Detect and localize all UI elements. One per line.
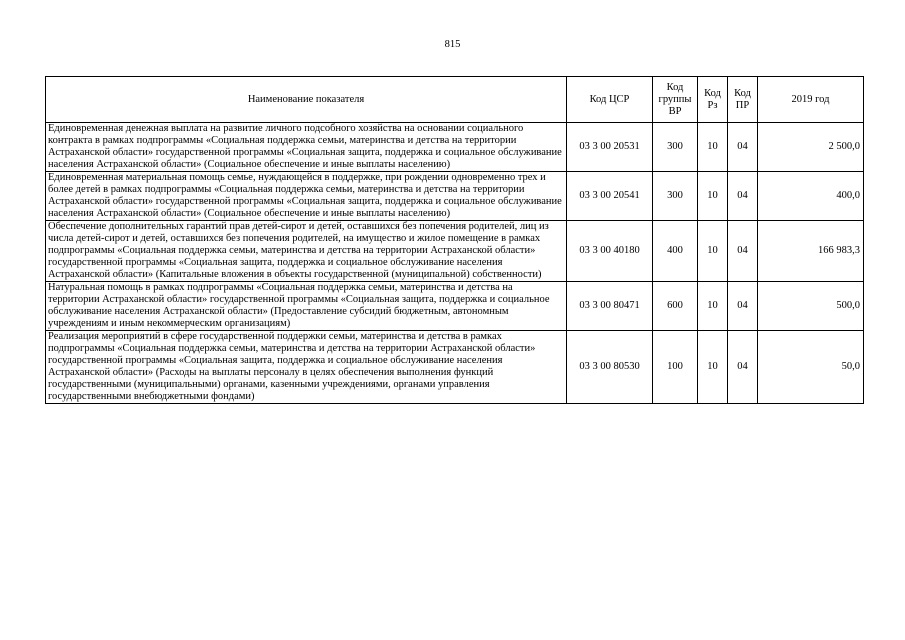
row-name: Обеспечение дополнительных гарантий прав детей-сирот и детей, оставшихся без попечения родителей, лиц из числа детей-сирот и детей, оставшихся без попечения родителей, на имущество и жилое помещение в рамках подпрограммы «Социальная поддержка семьи, материнства и детства на территории Астраханской области» государственной программы «Социальная защита, поддержка и социальное обслуживание населения Астраханской области» (Капитальные вложения в объекты государственной (муниципальной) собственности) <box>46 221 567 282</box>
header-name: Наименование показателя <box>46 77 567 123</box>
row-rz: 10 <box>698 282 728 331</box>
header-year: 2019 год <box>758 77 864 123</box>
table-header-row <box>46 77 864 123</box>
row-vr: 400 <box>653 221 698 282</box>
row-pr: 04 <box>728 282 758 331</box>
row-pr: 04 <box>728 331 758 404</box>
header-rz: Код Рз <box>698 77 728 123</box>
row-name: Натуральная помощь в рамках подпрограммы «Социальная поддержка семьи, материнства и детства на территории Астраханской области» государственной программы «Социальная защита, поддержка и социальное обслуживание населения Астраханской области» (Предоставление субсидий бюджетным, автономным учреждениям и иным некоммерческим организациям) <box>46 282 567 331</box>
header-pr: Код ПР <box>728 77 758 123</box>
row-pr: 04 <box>728 172 758 221</box>
table-row <box>46 282 864 331</box>
table-row <box>46 331 864 404</box>
row-amount: 166 983,3 <box>758 221 864 282</box>
row-amount: 400,0 <box>758 172 864 221</box>
row-rz: 10 <box>698 123 728 172</box>
row-amount: 2 500,0 <box>758 123 864 172</box>
row-pr: 04 <box>728 221 758 282</box>
header-csr: Код ЦСР <box>567 77 653 123</box>
row-vr: 300 <box>653 123 698 172</box>
row-name: Единовременная материальная помощь семье, нуждающейся в поддержке, при рождении одновременно трех и более детей в рамках подпрограммы «Социальная поддержка семьи, материнства и детства на территории Астраханской области» государственной программы «Социальная защита, поддержка и социальное обслуживание населения Астраханской области» (Социальное обеспечение и иные выплаты населению) <box>46 172 567 221</box>
row-rz: 10 <box>698 172 728 221</box>
row-csr: 03 3 00 40180 <box>567 221 653 282</box>
row-vr: 600 <box>653 282 698 331</box>
table-row <box>46 172 864 221</box>
row-pr: 04 <box>728 123 758 172</box>
row-amount: 50,0 <box>758 331 864 404</box>
table-row <box>46 123 864 172</box>
row-rz: 10 <box>698 221 728 282</box>
row-csr: 03 3 00 20531 <box>567 123 653 172</box>
row-csr: 03 3 00 80471 <box>567 282 653 331</box>
row-rz: 10 <box>698 331 728 404</box>
row-name: Реализация мероприятий в сфере государственной поддержки семьи, материнства и детства в рамках подпрограммы «Социальная поддержка семьи, материнства и детства на территории Астраханской области» государственной программы «Социальная защита, поддержка и социальное обслуживание населения Астраханской области» (Расходы на выплаты персоналу в целях обеспечения выполнения функций государственными (муниципальными) органами, казенными учреждениями, органами управления государственными внебюджетными фондами) <box>46 331 567 404</box>
row-csr: 03 3 00 20541 <box>567 172 653 221</box>
budget-table <box>45 76 864 404</box>
row-vr: 100 <box>653 331 698 404</box>
table-row <box>46 221 864 282</box>
row-vr: 300 <box>653 172 698 221</box>
row-csr: 03 3 00 80530 <box>567 331 653 404</box>
row-name: Единовременная денежная выплата на развитие личного подсобного хозяйства на основании социального контракта в рамках подпрограммы «Социальная поддержка семьи, материнства и детства на территории Астраханской области» государственной программы «Социальная защита, поддержка и социальное обслуживание населения Астраханской области» (Социальное обеспечение и иные выплаты населению) <box>46 123 567 172</box>
page-number: 815 <box>444 39 461 50</box>
row-amount: 500,0 <box>758 282 864 331</box>
header-vr: Код группы ВР <box>653 77 698 123</box>
